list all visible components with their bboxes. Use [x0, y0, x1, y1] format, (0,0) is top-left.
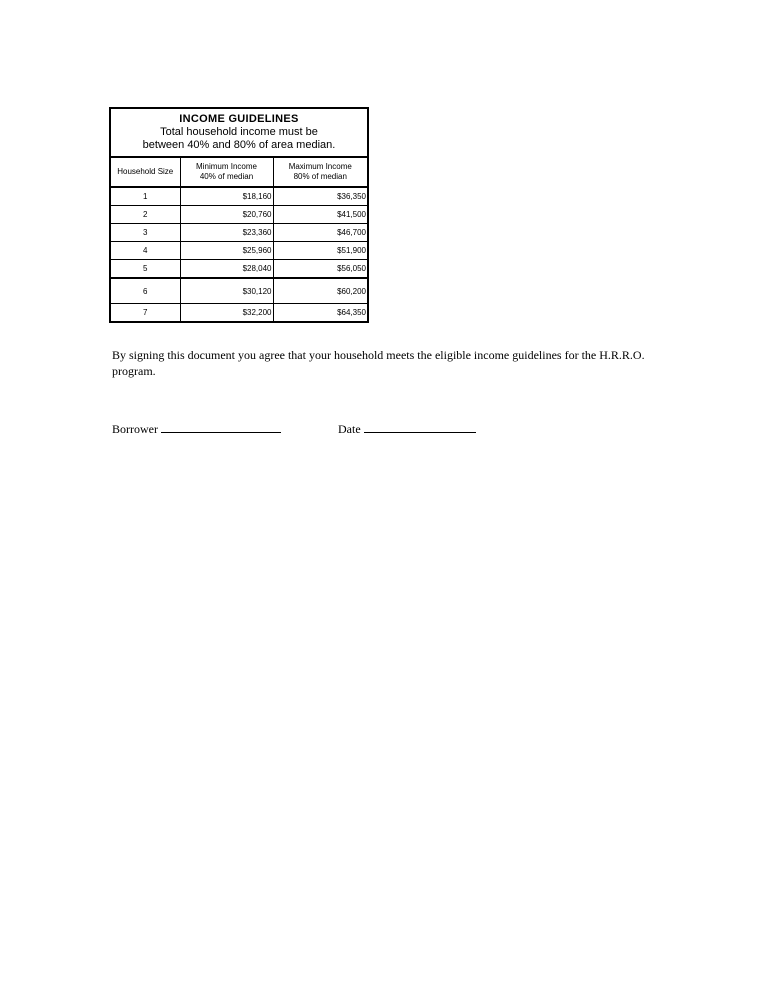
income-guidelines-box: [109, 107, 369, 323]
household-size-cell: 7: [111, 304, 180, 322]
header-minimum-income: Minimum Income 40% of median: [180, 158, 273, 187]
minimum-income-cell: $18,160: [180, 187, 273, 206]
header-maximum-income: Maximum Income 80% of median: [273, 158, 367, 187]
table-row: [111, 242, 367, 260]
maximum-income-cell: $60,200: [273, 278, 367, 304]
guidelines-subtitle-line1: Total household income must be: [160, 126, 318, 138]
household-size-cell: 3: [111, 224, 180, 242]
minimum-income-cell: $20,760: [180, 206, 273, 224]
date-field[interactable]: [364, 421, 476, 433]
household-size-cell: 2: [111, 206, 180, 224]
guidelines-header: [111, 109, 367, 158]
header-household-size: Household Size: [111, 158, 180, 187]
borrower-label: Borrower: [112, 422, 158, 436]
table-row: [111, 224, 367, 242]
maximum-income-cell: $64,350: [273, 304, 367, 322]
date-label: Date: [338, 422, 361, 436]
agreement-paragraph: By signing this document you agree that your household meets the eligible income guidelines for the H.R.R.O. program.: [112, 348, 645, 378]
household-size-cell: 4: [111, 242, 180, 260]
table-row: [111, 260, 367, 279]
table-row: [111, 278, 367, 304]
household-size-cell: 5: [111, 260, 180, 279]
date-signature-line: [338, 421, 476, 436]
minimum-income-cell: $23,360: [180, 224, 273, 242]
guidelines-subtitle-line2: between 40% and 80% of area median.: [142, 139, 336, 151]
maximum-income-cell: $56,050: [273, 260, 367, 279]
table-row: [111, 187, 367, 206]
minimum-income-cell: $30,120: [180, 278, 273, 304]
table-header-row: [111, 158, 367, 187]
income-table: [111, 158, 367, 321]
table-row: [111, 206, 367, 224]
maximum-income-cell: $46,700: [273, 224, 367, 242]
maximum-income-cell: $41,500: [273, 206, 367, 224]
borrower-signature-field[interactable]: [161, 421, 281, 433]
maximum-income-cell: $51,900: [273, 242, 367, 260]
borrower-signature-line: [112, 421, 281, 436]
minimum-income-cell: $25,960: [180, 242, 273, 260]
household-size-cell: 1: [111, 187, 180, 206]
minimum-income-cell: $28,040: [180, 260, 273, 279]
table-row: [111, 304, 367, 322]
household-size-cell: 6: [111, 278, 180, 304]
guidelines-title: INCOME GUIDELINES: [179, 113, 299, 125]
maximum-income-cell: $36,350: [273, 187, 367, 206]
minimum-income-cell: $32,200: [180, 304, 273, 322]
